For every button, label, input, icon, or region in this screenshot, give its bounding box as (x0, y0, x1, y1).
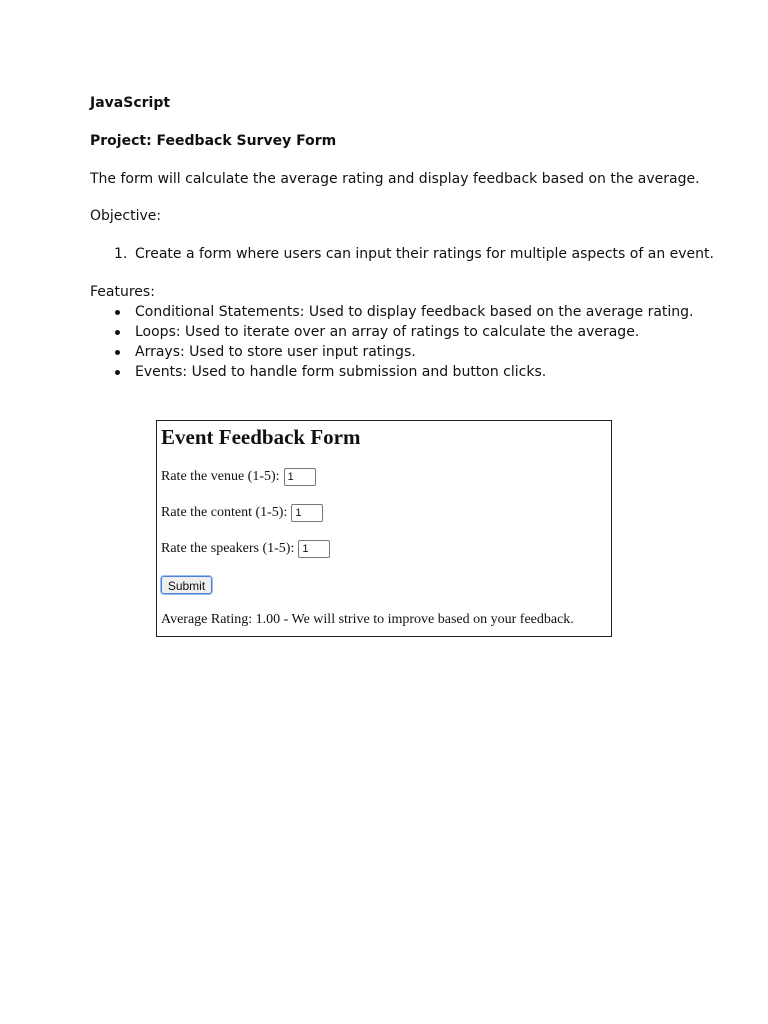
bullet-icon (115, 330, 120, 335)
venue-rating-row (161, 468, 316, 486)
submit-button[interactable]: Submit (161, 576, 212, 594)
form-title: Event Feedback Form (161, 425, 361, 449)
project-description: The form will calculate the average rating and display feedback based on the average. (90, 171, 700, 187)
list-number: 1. (114, 246, 128, 262)
objective-label: Objective: (90, 208, 162, 224)
speakers-rating-input[interactable] (298, 540, 330, 558)
objective-text: Create a form where users can input their ratings for multiple aspects of an event. (135, 246, 714, 262)
features-label: Features: (90, 284, 155, 300)
bullet-icon (115, 310, 120, 315)
content-rating-label: Rate the content (1-5): (161, 505, 288, 520)
feature-text: Conditional Statements: Used to display feedback based on the average rating. (135, 304, 694, 320)
venue-rating-input[interactable] (284, 468, 316, 486)
speakers-rating-label: Rate the speakers (1-5): (161, 541, 295, 556)
form-screenshot (156, 420, 612, 637)
feature-text: Events: Used to handle form submission and button clicks. (135, 364, 547, 380)
feature-text: Loops: Used to iterate over an array of ratings to calculate the average. (135, 324, 640, 340)
average-rating-result: Average Rating: 1.00 - We will strive to improve based on your feedback. (161, 612, 574, 627)
feature-text: Arrays: Used to store user input ratings. (135, 344, 416, 360)
project-title: Project: Feedback Survey Form (90, 133, 337, 149)
venue-rating-label: Rate the venue (1-5): (161, 469, 280, 484)
bullet-icon (115, 350, 120, 355)
content-rating-input[interactable] (291, 504, 323, 522)
bullet-icon (115, 370, 120, 375)
document-heading: JavaScript (90, 95, 171, 111)
speakers-rating-row (161, 540, 330, 558)
content-rating-row (161, 504, 323, 522)
